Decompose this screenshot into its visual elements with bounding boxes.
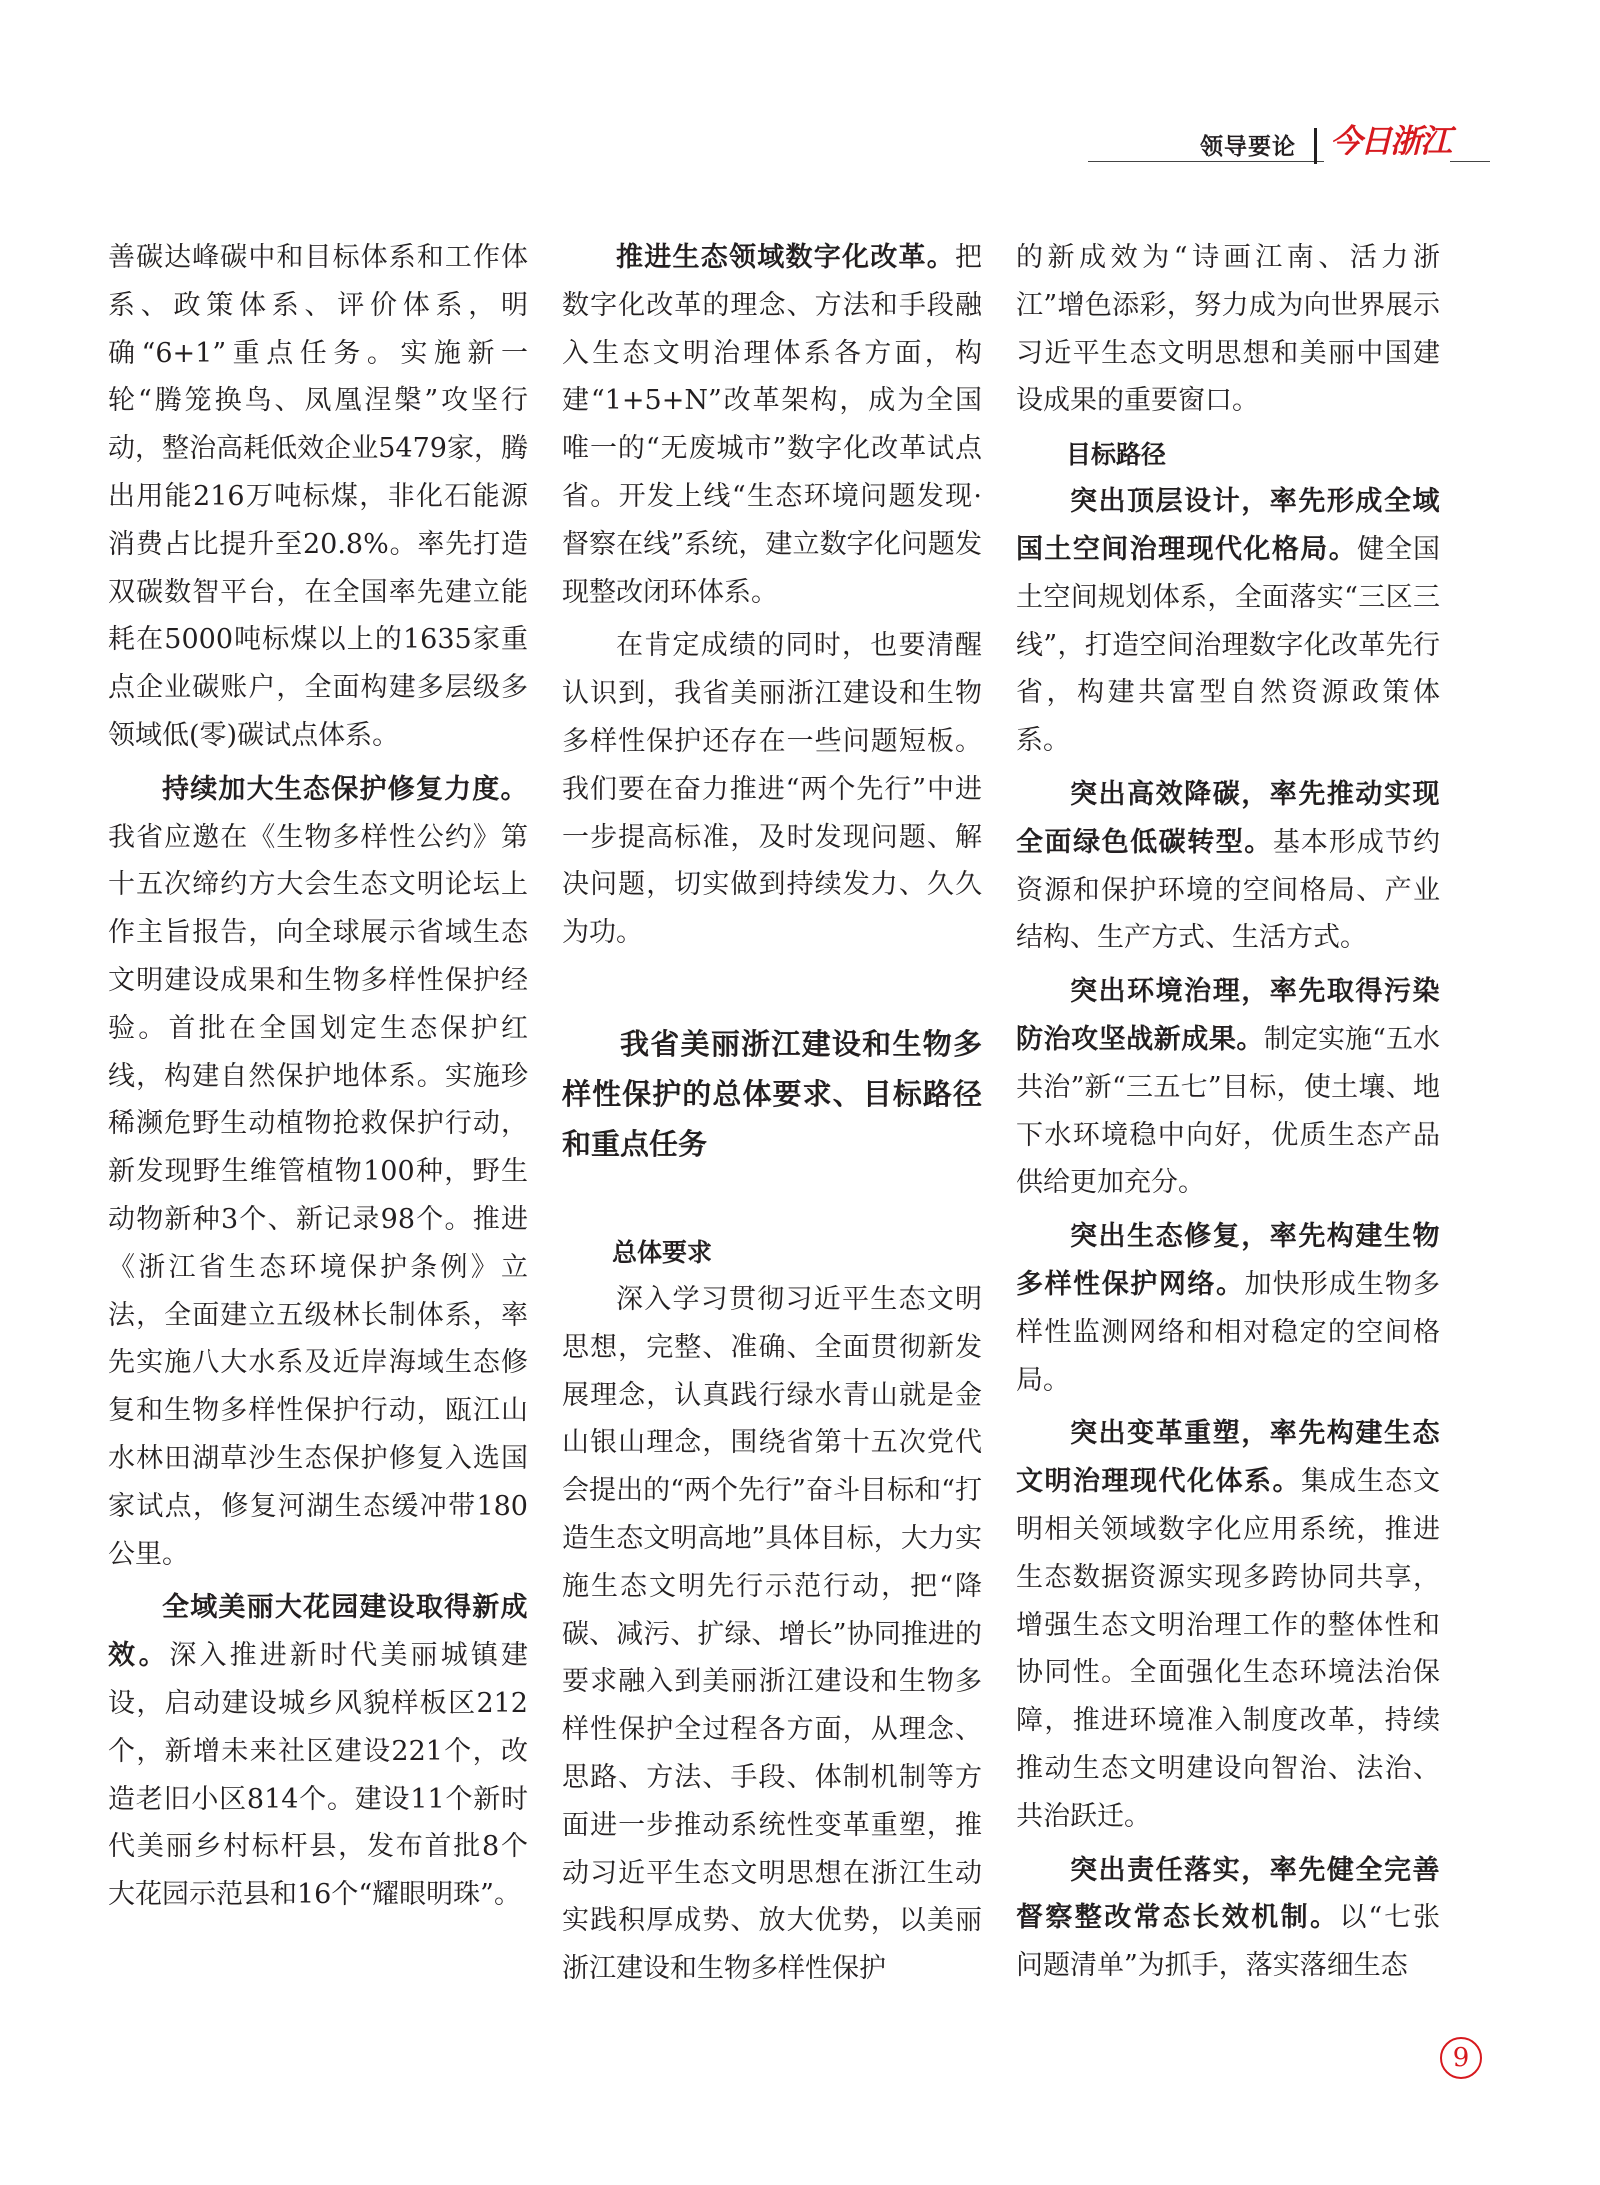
column-1 xyxy=(108,234,528,1925)
magazine-logo: 今日浙江 xyxy=(1324,116,1450,162)
sub-heading: 目标路径 xyxy=(1066,440,1167,470)
paragraph-lead: 持续加大生态保护修复力度。 xyxy=(162,773,528,805)
paragraph xyxy=(1016,234,1440,425)
paragraph-text: 加快形成生物多样性监测网络和相对稳定的空间格局。 xyxy=(1016,1268,1441,1396)
paragraph xyxy=(1016,1213,1440,1404)
section-label: 领导要论 xyxy=(1200,128,1306,161)
paragraph-lead: 突出顶层设计，率先形成全域国土空间治理现代化格局。 xyxy=(1016,486,1440,565)
column-3 xyxy=(1016,234,1440,1996)
paragraph xyxy=(1016,478,1440,765)
paragraph xyxy=(108,766,528,1579)
paragraph xyxy=(1016,968,1440,1207)
paragraph xyxy=(108,1584,528,1919)
paragraph-lead: 突出变革重塑，率先构建生态文明治理现代化体系。 xyxy=(1016,1418,1440,1498)
paragraph-text: 以“七张问题清单”为抓手，落实落细生态 xyxy=(1016,1902,1440,1982)
paragraph-text: 的新成效为“诗画江南、活力浙江”增色添彩，努力成为向世界展示习近平生态文明思想和美丽中国建设成果的重要窗口。 xyxy=(1016,242,1440,417)
paragraph-text: 善碳达峰碳中和目标体系和工作体系、政策体系、评价体系，明确“6+1”重点任务。实施新一轮“腾笼换鸟、凤凰涅槃”攻坚行动，整治高耗低效企业5479家，腾出用能216万吨标煤，非化石能源消费占比提升至20.8%。率先打造双碳数智平台，在全国率先建立能耗在5000吨标煤以上的1635家重点企业碳账户，全面构建多层级多领域低(零)碳试点体系。 xyxy=(108,242,528,751)
paragraph xyxy=(1016,1847,1440,1990)
section-heading: 我省美丽浙江建设和生物多样性保护的总体要求、目标路径和重点任务 xyxy=(562,1026,982,1161)
page-number: 9 xyxy=(1440,2037,1482,2079)
paragraph xyxy=(1016,771,1440,962)
page-header xyxy=(1088,118,1490,174)
paragraph xyxy=(562,234,982,616)
paragraph xyxy=(562,1276,982,1993)
header-divider xyxy=(1314,128,1317,164)
paragraph xyxy=(1016,1410,1440,1840)
paragraph-lead: 推进生态领域数字化改革。 xyxy=(616,242,955,273)
paragraph-text: 深入学习贯彻习近平生态文明思想，完整、准确、全面贯彻新发展理念，认真践行绿水青山就是金山银山理念，围绕省第十五次党代会提出的“两个先行”奋斗目标和“打造生态文明高地”具体目标，大力实施生态文明先行示范行动，把“降碳、减污、扩绿、增长”协同推进的要求融入到美丽浙江建设和生物多样性保护全过程各方面，从理念、思路、方法、手段、体制机制等方面进一步推动系统性变革重塑，推动习近平生态文明思想在浙江生动实践积厚成势、放大优势，以美丽浙江建设和生物多样性保护 xyxy=(562,1283,982,1985)
paragraph-text: 我省应邀在《生物多样性公约》第十五次缔约方大会生态文明论坛上作主旨报告，向全球展示省域生态文明建设成果和生物多样性保护经验。首批在全国划定生态保护红线，构建自然保护地体系。实施珍稀濒危野生动植物抢救保护行动，新发现野生维管植物100种，野生动物新种3个、新记录98个。推进《浙江省生态环境保护条例》立法，全面建立五级林长制体系，率先实施八大水系及近岸海域生态修复和生物多样性保护行动，瓯江山水林田湖草沙生态保护修复入选国家试点，修复河湖生态缓冲带180公里。 xyxy=(108,821,528,1570)
paragraph xyxy=(562,622,982,957)
column-2 xyxy=(562,234,982,1999)
paragraph-text: 健全国土空间规划体系，全面落实“三区三线”，打造空间治理数字化改革先行省，构建共富型自然资源政策体系。 xyxy=(1016,533,1441,757)
paragraph-lead: 突出责任落实，率先健全完善督察整改常态长效机制。 xyxy=(1016,1854,1440,1934)
paragraph-text: 基本形成节约资源和保护环境的空间格局、产业结构、生产方式、生活方式。 xyxy=(1016,826,1441,954)
paragraph-lead: 突出高效降碳，率先推动实现全面绿色低碳转型。 xyxy=(1016,778,1440,858)
paragraph-lead: 突出环境治理，率先取得污染防治攻坚战新成果。 xyxy=(1016,976,1440,1055)
paragraph-text: 把数字化改革的理念、方法和手段融入生态文明治理体系各方面，构建“1+5+N”改革架构，成为全国唯一的“无废城市”数字化改革试点省。开发上线“生态环境问题发现·督察在线”系统，建立数字化问题发现整改闭环体系。 xyxy=(562,242,982,608)
paragraph xyxy=(108,234,528,760)
paragraph-text: 集成生态文明相关领域数字化应用系统，推进生态数据资源实现多跨协同共享，增强生态文明治理工作的整体性和协同性。全面强化生态环境法治保障，推进环境准入制度改革，持续推动生态文明建设向智治、法治、共治跃迁。 xyxy=(1016,1466,1440,1832)
paragraph-text: 在肯定成绩的同时，也要清醒认识到，我省美丽浙江建设和生物多样性保护还存在一些问题短板。我们要在奋力推进“两个先行”中进一步提高标准，及时发现问题、解决问题，切实做到持续发力、久久为功。 xyxy=(562,630,982,949)
paragraph-lead: 突出生态修复，率先构建生物多样性保护网络。 xyxy=(1016,1221,1440,1300)
paragraph-text: 深入推进新时代美丽城镇建设，启动建设城乡风貌样板区212个，新增未来社区建设221个，改造老旧小区814个。建设11个新时代美丽乡村标杆县，发布首批8个大花园示范县和16个“耀眼明珠”。 xyxy=(108,1640,529,1911)
paragraph-text: 制定实施“五水共治”新“三五七”目标，使土壤、地下水环境稳中向好，优质生态产品供给更加充分。 xyxy=(1016,1023,1440,1199)
sub-heading: 总体要求 xyxy=(612,1237,713,1267)
paragraph-lead: 全域美丽大花园建设取得新成效。 xyxy=(108,1592,528,1672)
